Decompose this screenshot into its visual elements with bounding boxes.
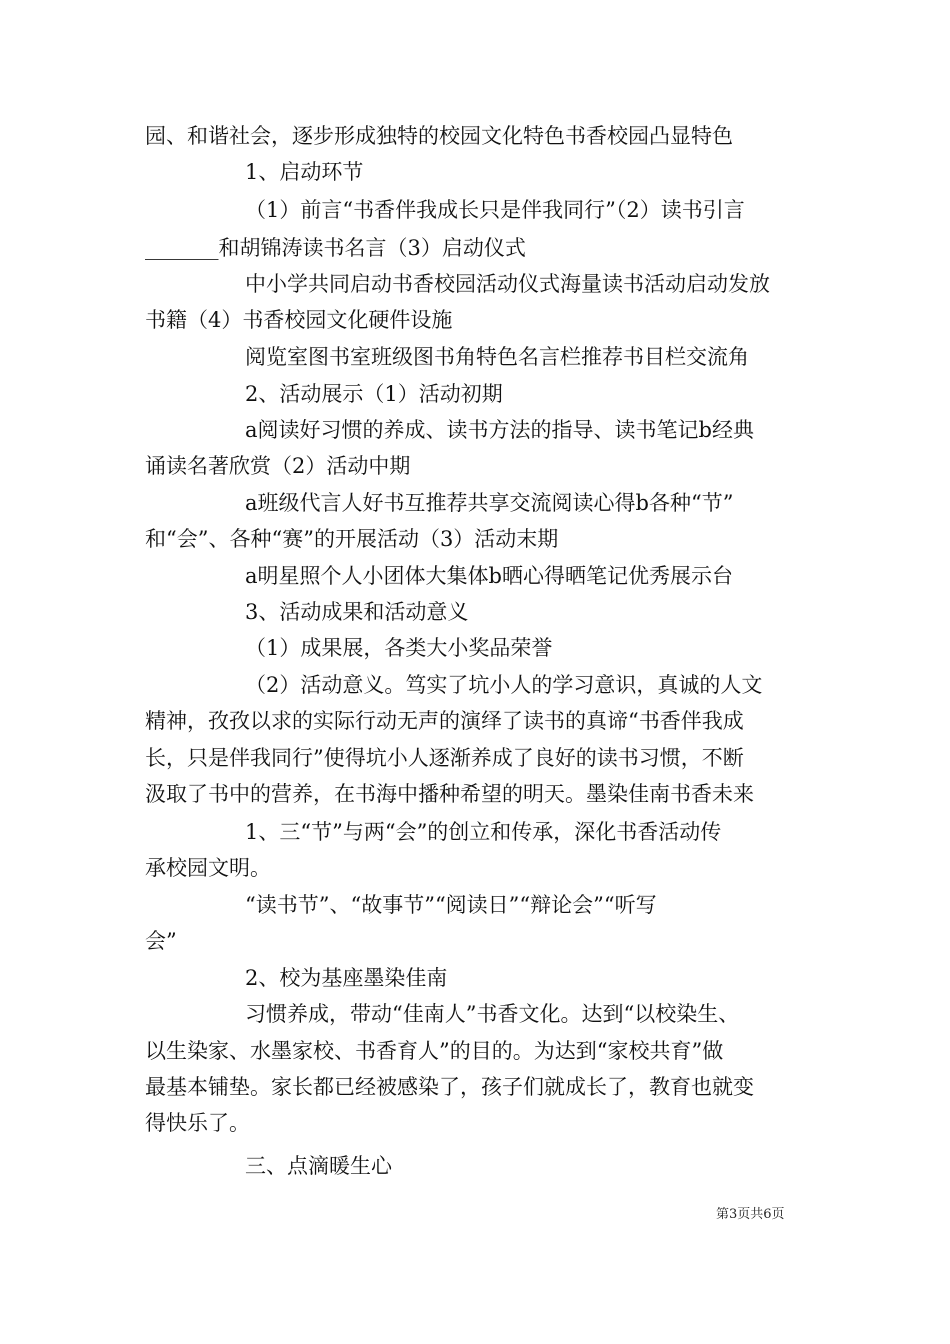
text-line: “读书节”、“故事节”“阅读日”“辩论会”“听写	[245, 893, 657, 917]
text-line: 和“会”、各种“赛”的开展活动（3）活动末期	[145, 527, 559, 551]
page-number: 第3页共6页	[716, 1207, 785, 1222]
section-heading: 1、启动环节	[245, 160, 364, 184]
text-line: 精神，孜孜以求的实际行动无声的演绎了读书的真谛“书香伴我成	[145, 709, 744, 733]
text-line: 习惯养成，带动“佳南人”书香文化。达到“以校染生、	[245, 1002, 740, 1026]
text-line: 书籍（4）书香校园文化硬件设施	[145, 308, 453, 332]
section-heading: 3、活动成果和活动意义	[245, 600, 469, 624]
text-line: 阅览室图书室班级图书角特色名言栏推荐书目栏交流角	[245, 345, 749, 369]
text-line: 汲取了书中的营养，在书海中播种希望的明天。墨染佳南书香未来	[145, 782, 754, 806]
text-line: 1、三“节”与两“会”的创立和传承，深化书香活动传	[245, 820, 722, 844]
text-line: 最基本铺垫。家长都已经被感染了，孩子们就成长了，教育也就变	[145, 1075, 754, 1099]
text-line: _______和胡锦涛读书名言（3）启动仪式	[145, 236, 526, 260]
section-heading: 三、点滴暖生心	[245, 1154, 392, 1178]
text-line: 长，只是伴我同行”使得坑小人逐渐养成了良好的读书习惯，不断	[145, 746, 744, 770]
text-line: 承校园文明。	[145, 856, 271, 880]
text-line: （1）前言“书香伴我成长只是伴我同行”（2）读书引言	[245, 198, 745, 222]
text-line: 诵读名著欣赏（2）活动中期	[145, 454, 411, 478]
section-heading: 2、校为基座墨染佳南	[245, 966, 448, 990]
text-line: （1）成果展，各类大小奖品荣誉	[245, 636, 553, 660]
text-line: a班级代言人好书互推荐共享交流阅读心得b各种“节”	[245, 491, 734, 515]
section-heading: 2、活动展示（1）活动初期	[245, 382, 503, 406]
text-line: a阅读好习惯的养成、读书方法的指导、读书笔记b经典	[245, 418, 754, 442]
text-line: a明星照个人小团体大集体b晒心得晒笔记优秀展示台	[245, 564, 733, 588]
text-line: 得快乐了。	[145, 1111, 250, 1135]
text-line: 以生染家、水墨家校、书香育人”的目的。为达到“家校共育”做	[145, 1039, 724, 1063]
text-line: 中小学共同启动书香校园活动仪式海量读书活动启动发放	[245, 272, 770, 296]
text-line: 会”	[145, 929, 177, 953]
text-line: 园、和谐社会，逐步形成独特的校园文化特色书香校园凸显特色	[145, 124, 733, 148]
text-line: （2）活动意义。笃实了坑小人的学习意识，真诚的人文	[245, 673, 763, 697]
